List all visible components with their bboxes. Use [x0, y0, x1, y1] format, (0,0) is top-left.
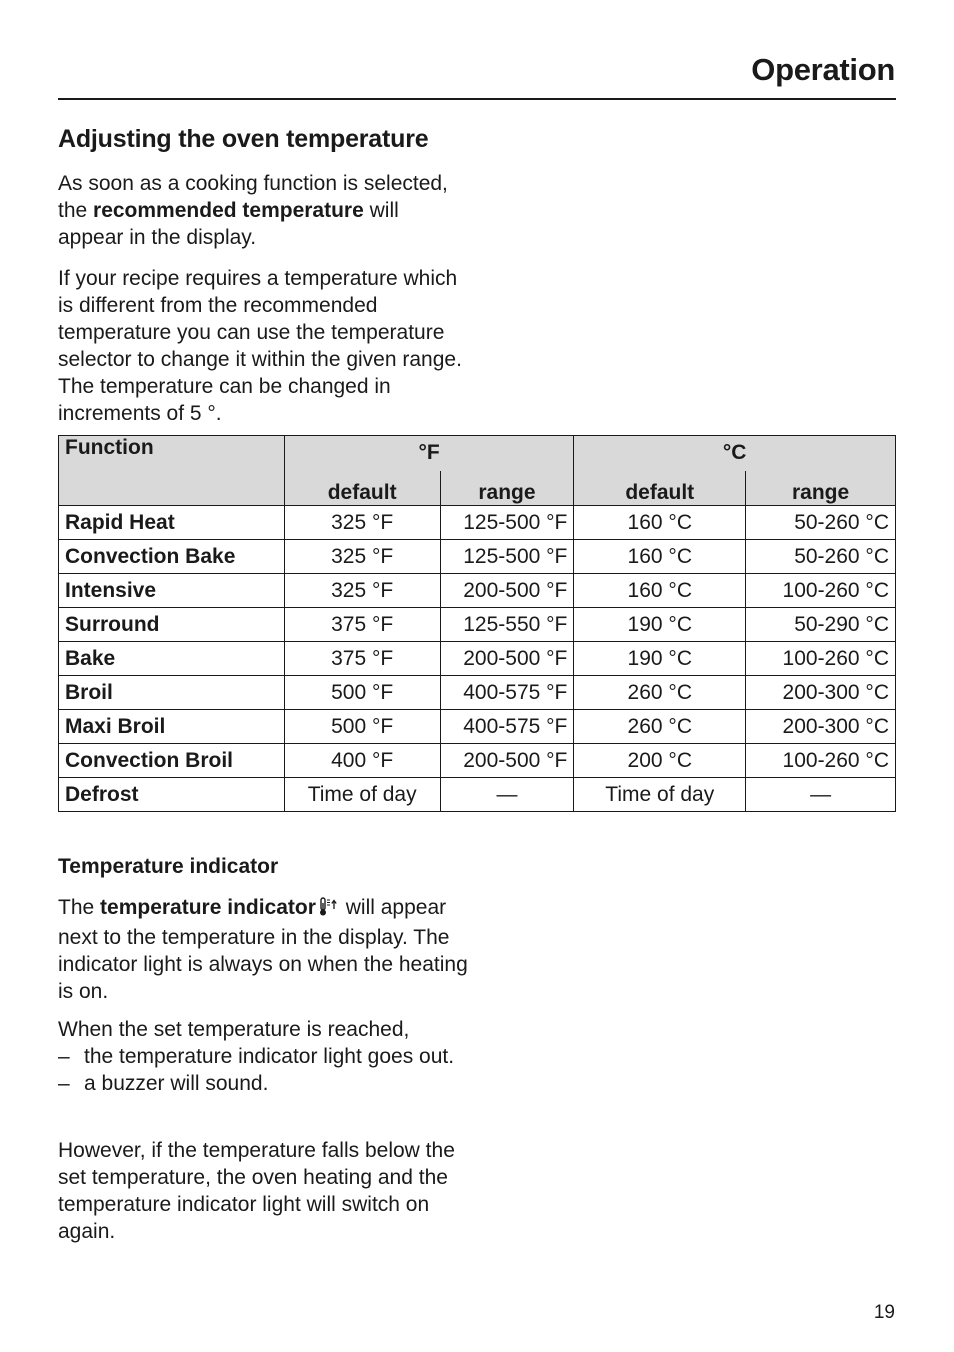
- cell-f-range: 125-500 °F: [440, 506, 574, 540]
- cell-c-default: 190 °C: [574, 608, 746, 642]
- cell-c-range: 100-260 °C: [746, 574, 896, 608]
- cell-f-range: 200-500 °F: [440, 744, 574, 778]
- cell-f-default: 500 °F: [284, 676, 440, 710]
- header-divider: [58, 98, 896, 100]
- reached-list: [58, 1043, 478, 1097]
- cell-c-default: 160 °C: [574, 506, 746, 540]
- table-header-celsius: °C: [574, 436, 896, 471]
- indicator-text-pre: The: [58, 896, 101, 919]
- table-row: [59, 506, 896, 540]
- cell-f-range: —: [440, 778, 574, 812]
- intro-text-post: will appear in the display.: [58, 199, 399, 249]
- cell-f-range: 125-500 °F: [440, 540, 574, 574]
- cell-f-default: Time of day: [284, 778, 440, 812]
- list-item-text: the temperature indicator light goes out.: [84, 1045, 455, 1068]
- cell-c-range: 50-260 °C: [746, 506, 896, 540]
- thermometer-up-icon: [318, 897, 338, 924]
- cell-c-default: 260 °C: [574, 676, 746, 710]
- cell-c-range: 50-290 °C: [746, 608, 896, 642]
- cell-f-default: 375 °F: [284, 642, 440, 676]
- cell-c-default: 160 °C: [574, 574, 746, 608]
- table-row: [59, 778, 896, 812]
- list-dash: –: [58, 1045, 70, 1068]
- cell-f-range: 125-550 °F: [440, 608, 574, 642]
- table-row: [59, 642, 896, 676]
- table-row: [59, 608, 896, 642]
- table-header-function: Function: [59, 436, 285, 506]
- table-subheader-f-default: default: [284, 471, 440, 506]
- intro-paragraph: [58, 170, 468, 251]
- page-header-title: Operation: [751, 52, 895, 87]
- cell-f-default: 375 °F: [284, 608, 440, 642]
- cell-c-range: 200-300 °C: [746, 710, 896, 744]
- cell-f-range: 400-575 °F: [440, 710, 574, 744]
- indicator-text-post: will appear next to the temperature in the display. The indicator light is always on when the heating is on.: [58, 896, 468, 1003]
- cell-c-range: 50-260 °C: [746, 540, 896, 574]
- indicator-title: Temperature indicator: [58, 855, 279, 878]
- list-item: [58, 1070, 478, 1097]
- table-body: [59, 506, 896, 812]
- list-item-text: a buzzer will sound.: [84, 1072, 269, 1095]
- list-item: [58, 1043, 478, 1070]
- cell-c-range: 100-260 °C: [746, 744, 896, 778]
- table-subheader-f-range: range: [440, 471, 574, 506]
- cell-function: Maxi Broil: [59, 710, 285, 744]
- set-temperature-paragraph: When the set temperature is reached,: [58, 1018, 410, 1041]
- cell-c-default: 190 °C: [574, 642, 746, 676]
- table-row: [59, 574, 896, 608]
- cell-function: Intensive: [59, 574, 285, 608]
- cell-c-default: 160 °C: [574, 540, 746, 574]
- intro-text-pre: As soon as a cooking function is selected, the: [58, 172, 448, 222]
- cell-function: Rapid Heat: [59, 506, 285, 540]
- indicator-paragraph: [58, 894, 478, 1005]
- cell-c-range: 200-300 °C: [746, 676, 896, 710]
- page-number: 19: [873, 1302, 895, 1323]
- table-row: [59, 744, 896, 778]
- cell-function: Surround: [59, 608, 285, 642]
- cell-function: Convection Broil: [59, 744, 285, 778]
- table-subheader-c-default: default: [574, 471, 746, 506]
- intro-text-bold: recommended temperature: [93, 199, 364, 222]
- cell-f-range: 200-500 °F: [440, 574, 574, 608]
- cell-function: Broil: [59, 676, 285, 710]
- list-dash: –: [58, 1072, 70, 1095]
- cell-c-default: 200 °C: [574, 744, 746, 778]
- cell-f-default: 325 °F: [284, 540, 440, 574]
- cell-function: Convection Bake: [59, 540, 285, 574]
- table-row: [59, 540, 896, 574]
- cell-f-default: 500 °F: [284, 710, 440, 744]
- cell-f-range: 200-500 °F: [440, 642, 574, 676]
- table-row: [59, 710, 896, 744]
- table-row: [59, 676, 896, 710]
- cell-f-default: 400 °F: [284, 744, 440, 778]
- cell-function: Defrost: [59, 778, 285, 812]
- section-title: Adjusting the oven temperature: [58, 125, 429, 153]
- temperature-change-paragraph: If your recipe requires a temperature which is different from the recommended temperature you can use the temperature selector to change it within the given range. The temperature can be changed in increments of 5 °.: [58, 267, 462, 425]
- cell-f-default: 325 °F: [284, 506, 440, 540]
- table-header-fahrenheit: °F: [284, 436, 574, 471]
- falls-below-paragraph: However, if the temperature falls below the set temperature, the oven heating and the temperature indicator light will switch on again.: [58, 1139, 455, 1243]
- indicator-text-bold: temperature indicator: [100, 896, 316, 919]
- cell-f-default: 325 °F: [284, 574, 440, 608]
- cell-c-range: —: [746, 778, 896, 812]
- cell-c-default: 260 °C: [574, 710, 746, 744]
- cell-function: Bake: [59, 642, 285, 676]
- cell-c-range: 100-260 °C: [746, 642, 896, 676]
- table-subheader-c-range: range: [746, 471, 896, 506]
- temperature-table: [58, 435, 896, 812]
- cell-c-default: Time of day: [574, 778, 746, 812]
- cell-f-range: 400-575 °F: [440, 676, 574, 710]
